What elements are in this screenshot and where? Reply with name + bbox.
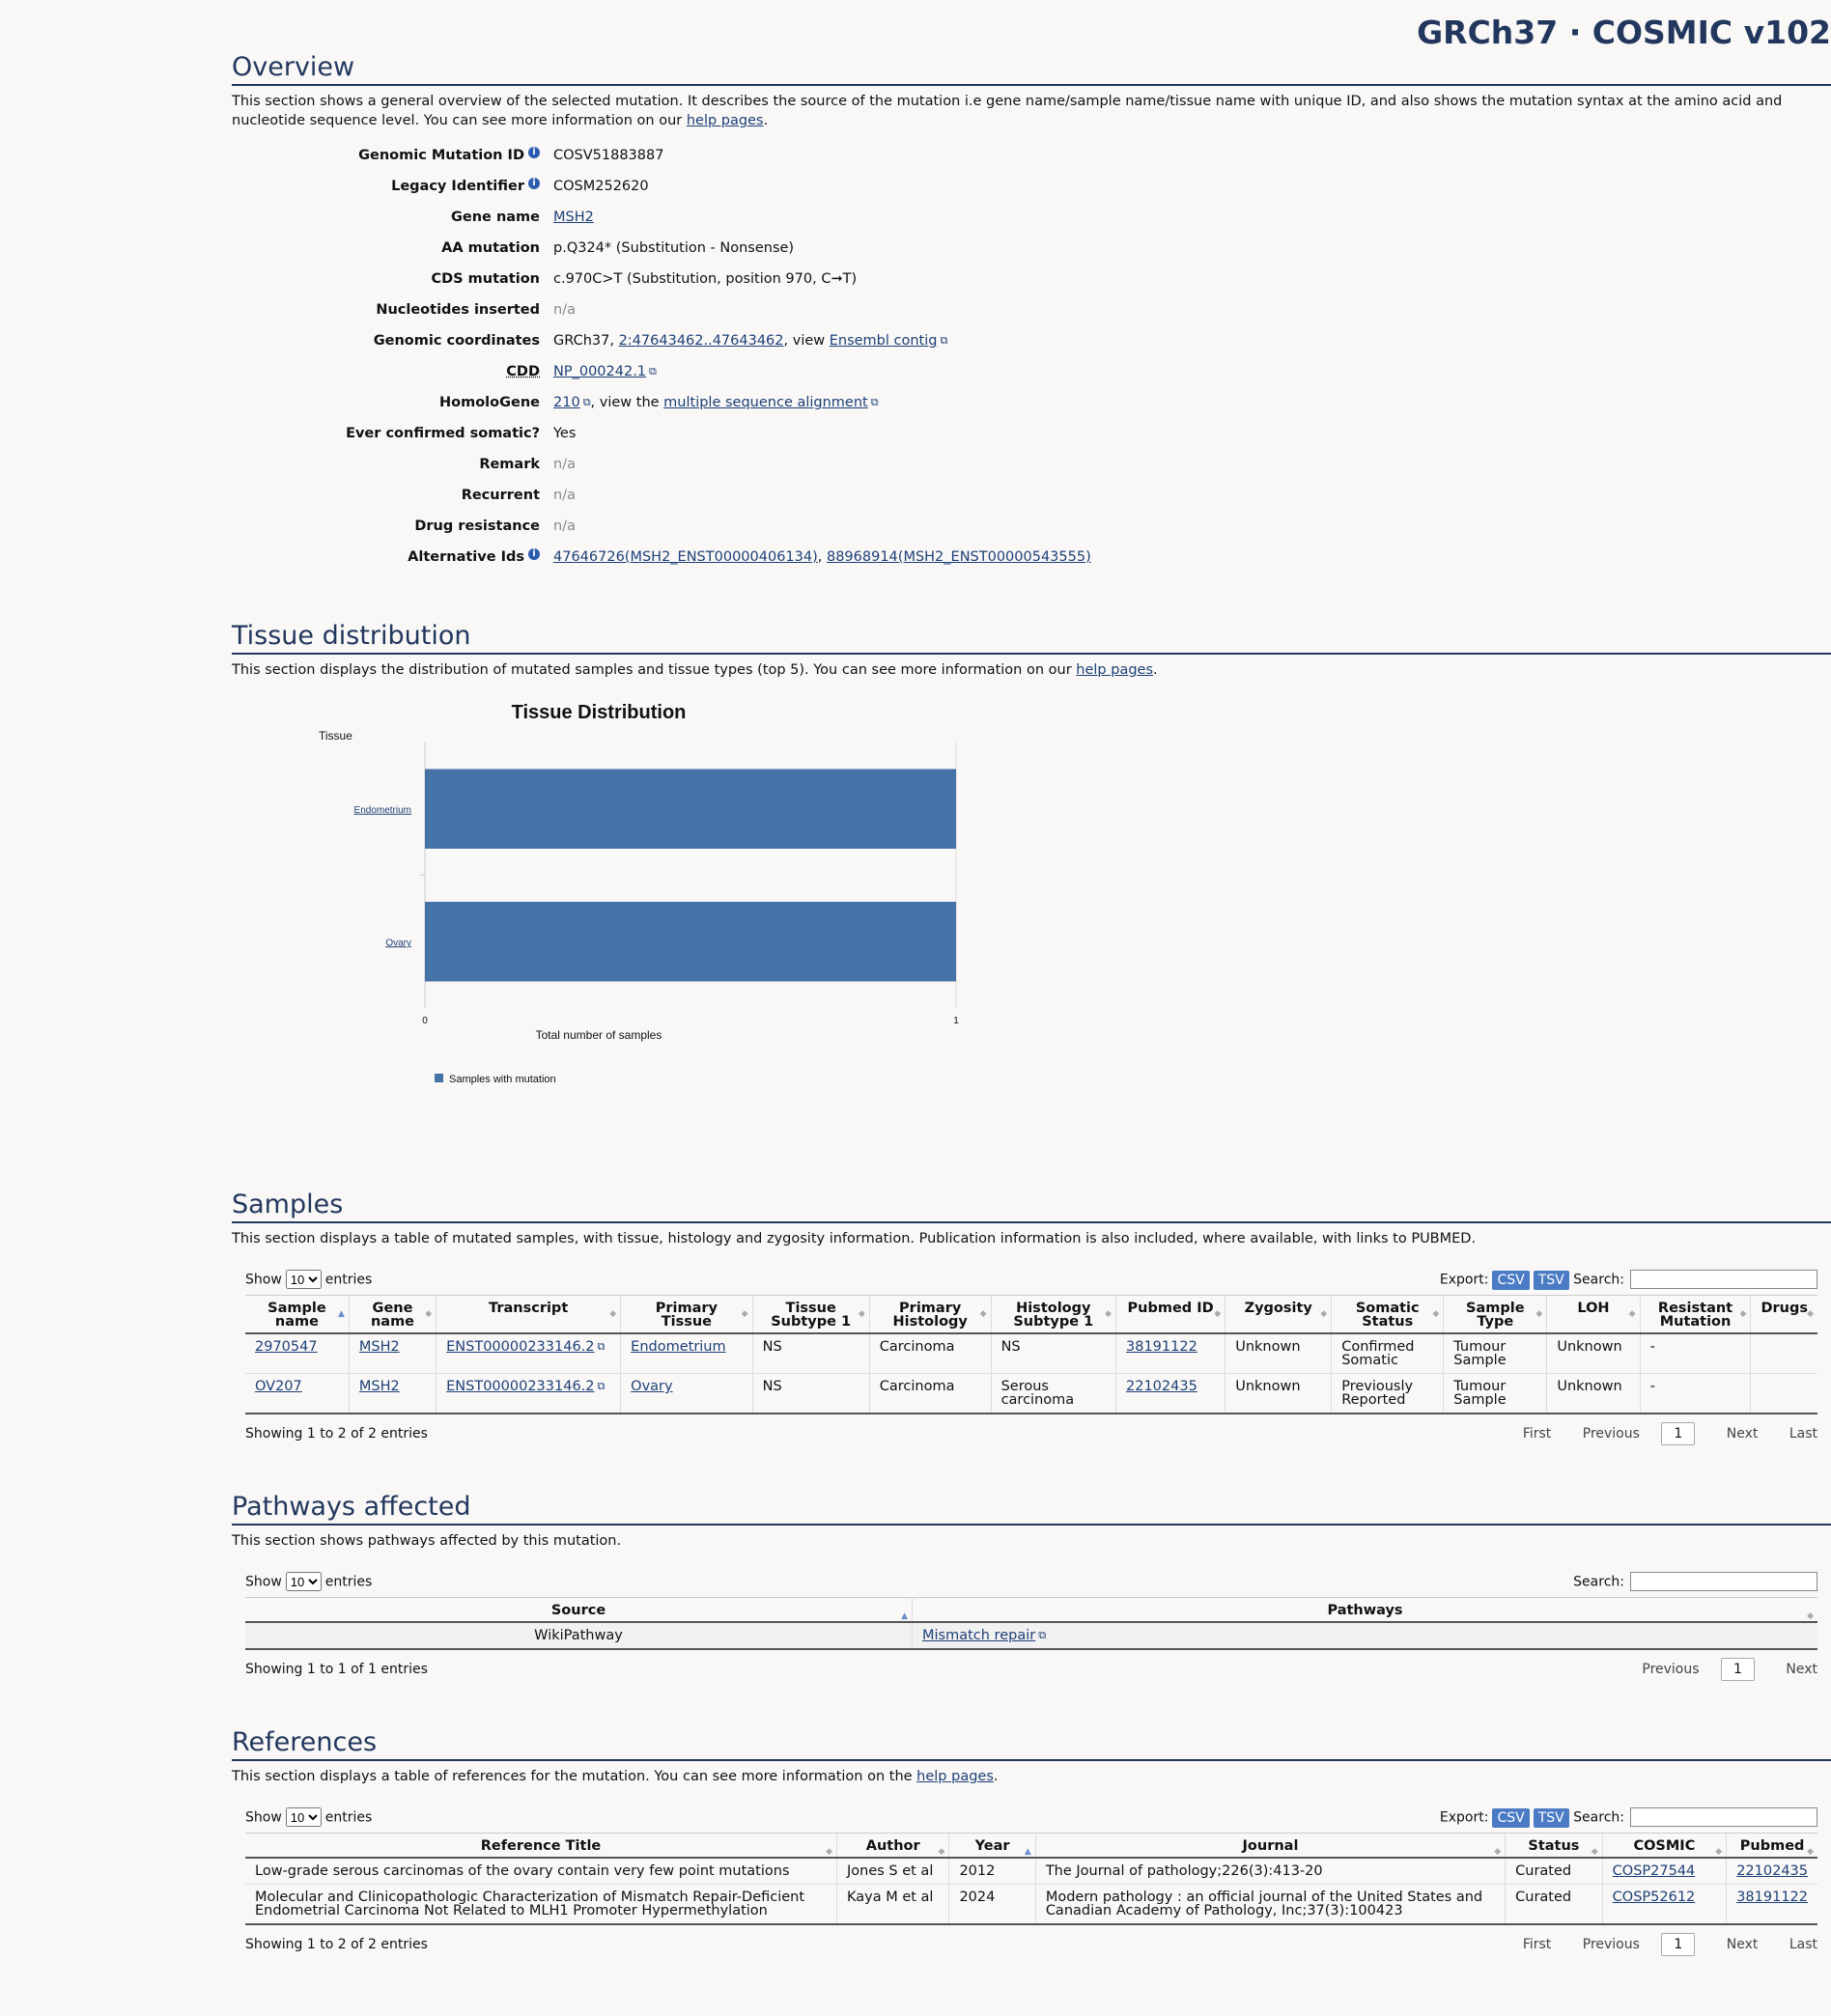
samples-section bbox=[232, 1188, 1831, 1445]
samples-col-header[interactable]: Pubmed ID ◆ bbox=[1116, 1296, 1225, 1334]
pager-first[interactable]: First bbox=[1522, 1426, 1552, 1442]
external-link-icon: ⧉ bbox=[870, 396, 879, 408]
samples-col-header[interactable]: Somatic Status ◆ bbox=[1332, 1296, 1444, 1334]
cell-text: Previously Reported bbox=[1341, 1379, 1414, 1408]
cell-text: NS bbox=[762, 1339, 782, 1355]
cell-text: NS bbox=[762, 1379, 782, 1394]
external-link-icon: ⧉ bbox=[582, 396, 591, 408]
cell-text: Curated bbox=[1515, 1890, 1572, 1905]
pager-last[interactable]: Last bbox=[1789, 1937, 1817, 1952]
references-col-header[interactable]: Year ▲ bbox=[949, 1834, 1035, 1859]
info-icon[interactable]: i bbox=[528, 178, 540, 189]
table-cell bbox=[437, 1333, 621, 1374]
samples-length-select[interactable] bbox=[286, 1270, 322, 1289]
cell-link[interactable]: ENST00000233146.2 bbox=[446, 1379, 595, 1394]
samples-col-header[interactable]: Transcript ◆ bbox=[437, 1296, 621, 1334]
references-help-link[interactable]: help pages bbox=[916, 1769, 994, 1784]
col-source[interactable]: Source ▲ bbox=[245, 1598, 913, 1623]
cell-link[interactable]: MSH2 bbox=[358, 1339, 400, 1355]
table-cell bbox=[437, 1374, 621, 1414]
samples-col-header[interactable]: Resistant Mutation ◆ bbox=[1640, 1296, 1751, 1334]
cell-text: - bbox=[1649, 1379, 1655, 1394]
cell-text: Unknown bbox=[1557, 1379, 1622, 1394]
pathway-link[interactable]: Mismatch repair bbox=[922, 1628, 1036, 1643]
pager-next[interactable]: Next bbox=[1786, 1662, 1817, 1677]
cell-link[interactable]: 22102435 bbox=[1736, 1863, 1808, 1879]
cell-text: Kaya M et al bbox=[846, 1890, 934, 1905]
msa-link[interactable]: multiple sequence alignment bbox=[663, 395, 868, 410]
table-cell bbox=[1640, 1374, 1751, 1414]
table-cell bbox=[621, 1333, 752, 1374]
alt-id-link-2[interactable]: 88968914(MSH2_ENST00000543555) bbox=[826, 549, 1091, 565]
tissue-bar-chart bbox=[232, 689, 1101, 1143]
table-cell bbox=[1751, 1374, 1817, 1414]
label-aa: AA mutation bbox=[441, 240, 540, 256]
label-altids: Alternative Ids i bbox=[232, 542, 553, 573]
table-cell bbox=[836, 1858, 948, 1885]
references-heading: References bbox=[232, 1725, 1831, 1761]
pathways-toolbar bbox=[245, 1572, 1817, 1591]
samples-col-header[interactable]: Primary Histology ◆ bbox=[869, 1296, 991, 1334]
samples-col-header[interactable]: Gene name ◆ bbox=[349, 1296, 436, 1334]
table-cell bbox=[1602, 1858, 1727, 1885]
cell-text: Unknown bbox=[1235, 1339, 1301, 1355]
cell-link[interactable]: ENST00000233146.2 bbox=[446, 1339, 595, 1355]
references-col-header[interactable]: COSMIC ◆ bbox=[1602, 1834, 1727, 1859]
cell-text: Low-grade serous carcinomas of the ovary contain very few point mutations bbox=[255, 1863, 790, 1879]
samples-col-header[interactable]: Drugs ◆ bbox=[1751, 1296, 1817, 1334]
samples-footer bbox=[245, 1422, 1817, 1445]
external-link-icon: ⧉ bbox=[597, 1340, 606, 1353]
references-footer bbox=[245, 1933, 1817, 1956]
tissue-description: This section displays the distribution of mutated samples and tissue types (top 5). You can see more information on our help pages. bbox=[232, 662, 1158, 678]
pager-previous[interactable]: Previous bbox=[1642, 1662, 1700, 1677]
references-search-input[interactable] bbox=[1630, 1807, 1817, 1827]
cell-link[interactable]: 38191122 bbox=[1126, 1339, 1197, 1355]
pathways-search: Search: bbox=[1573, 1572, 1817, 1591]
table-cell bbox=[1332, 1374, 1444, 1414]
cell-text: - bbox=[1649, 1339, 1655, 1355]
value-somatic: Yes bbox=[553, 426, 577, 441]
table-cell bbox=[1444, 1333, 1547, 1374]
tissue-chart bbox=[232, 689, 1101, 1143]
tissue-help-link[interactable]: help pages bbox=[1076, 662, 1154, 678]
value-gmid: COSV51883887 bbox=[553, 148, 664, 163]
chart-x-tick-label: 1 bbox=[953, 1016, 959, 1026]
value-cds: c.970C>T (Substitution, position 970, C➞T) bbox=[553, 271, 858, 287]
external-link-icon: ⧉ bbox=[940, 334, 948, 347]
chart-bar bbox=[425, 770, 956, 850]
samples-col-header[interactable]: Sample name ▲ bbox=[245, 1296, 349, 1334]
gene-link[interactable]: MSH2 bbox=[553, 210, 594, 225]
cell-link[interactable]: 22102435 bbox=[1126, 1379, 1197, 1394]
table-cell bbox=[1547, 1374, 1640, 1414]
external-link-icon: ⧉ bbox=[597, 1380, 606, 1392]
samples-col-header[interactable]: Tissue Subtype 1 ◆ bbox=[752, 1296, 869, 1334]
cell-text: Jones S et al bbox=[846, 1863, 934, 1879]
cell-text: Carcinoma bbox=[879, 1379, 955, 1394]
references-table bbox=[245, 1833, 1817, 1925]
pager-page[interactable]: 1 bbox=[1661, 1422, 1695, 1445]
label-cdd: CDD bbox=[506, 364, 540, 379]
label-gene: Gene name bbox=[451, 210, 540, 225]
table-cell bbox=[991, 1374, 1115, 1414]
overview-help-link[interactable]: help pages bbox=[686, 113, 764, 128]
table-cell bbox=[869, 1333, 991, 1374]
value-remark: n/a bbox=[553, 457, 576, 472]
cell-text: Modern pathology : an official journal of the United States and Canadian Academy of Pathology, Inc;37(3):100423 bbox=[1045, 1890, 1483, 1918]
samples-search-input[interactable] bbox=[1630, 1270, 1817, 1289]
cell-link[interactable]: MSH2 bbox=[358, 1379, 400, 1394]
main-content bbox=[232, 50, 1831, 2001]
chart-category-label: Ovary bbox=[385, 938, 411, 949]
pathways-length-select[interactable] bbox=[286, 1572, 322, 1591]
info-icon[interactable]: i bbox=[528, 548, 540, 560]
overview-description: This section shows a general overview of the selected mutation. It describes the source of the mutation i.e gene name/sample name/tissue name with unique ID, and also shows the mutation syntax at the amino acid and nucleotide sequence level. You can see more information on our help pages. bbox=[232, 94, 1783, 128]
table-cell bbox=[1751, 1333, 1817, 1374]
table-cell bbox=[245, 1885, 836, 1925]
table-row bbox=[245, 1374, 1817, 1414]
label-homologene: HomoloGene bbox=[439, 395, 540, 410]
references-toolbar bbox=[245, 1807, 1817, 1827]
pathways-footer bbox=[245, 1658, 1817, 1681]
table-cell bbox=[1727, 1885, 1817, 1925]
cell-link[interactable]: COSP52612 bbox=[1612, 1890, 1696, 1905]
label-cds: CDS mutation bbox=[431, 271, 540, 287]
info-icon[interactable]: i bbox=[528, 147, 540, 158]
references-col-header[interactable]: Journal ◆ bbox=[1035, 1834, 1505, 1859]
tissue-section bbox=[232, 619, 1831, 1143]
references-pager bbox=[1496, 1933, 1817, 1956]
cell-link[interactable]: Ovary bbox=[631, 1379, 673, 1394]
cell-link[interactable]: COSP27544 bbox=[1612, 1863, 1696, 1879]
pager-next[interactable]: Next bbox=[1726, 1426, 1759, 1442]
overview-desc-text: This section shows a general overview of the selected mutation. It describes the source of the mutation i.e gene name/sample name/tissue name with unique ID, and also shows the mutation syntax at the amino acid and nucleotide sequence level. You can see more information on our bbox=[232, 94, 1783, 128]
cell-link[interactable]: Endometrium bbox=[631, 1339, 726, 1355]
pathways-table bbox=[245, 1597, 1817, 1650]
tsv-button[interactable]: TSV bbox=[1534, 1808, 1569, 1828]
ensembl-contig-link[interactable]: Ensembl contig bbox=[829, 333, 938, 349]
value-aa: p.Q324* (Substitution - Nonsense) bbox=[553, 240, 795, 256]
cell-link[interactable]: OV207 bbox=[255, 1379, 302, 1394]
table-cell bbox=[1035, 1885, 1505, 1925]
chart-x-tick-label: 0 bbox=[422, 1016, 428, 1026]
samples-col-header[interactable]: Sample Type ◆ bbox=[1444, 1296, 1547, 1334]
table-cell bbox=[1506, 1885, 1603, 1925]
samples-length: Show 10 entries bbox=[245, 1270, 372, 1289]
references-col-header[interactable]: Author ◆ bbox=[836, 1834, 948, 1859]
samples-info: Showing 1 to 2 of 2 entries bbox=[245, 1426, 428, 1442]
pager-page[interactable]: 1 bbox=[1661, 1933, 1695, 1956]
value-legacy: COSM252620 bbox=[553, 179, 649, 194]
cell-text: Tumour Sample bbox=[1453, 1339, 1507, 1368]
references-col-header[interactable]: Reference Title ◆ bbox=[245, 1834, 836, 1859]
chart-legend-label: Samples with mutation bbox=[449, 1074, 556, 1085]
pathways-info: Showing 1 to 1 of 1 entries bbox=[245, 1662, 428, 1677]
tsv-button[interactable]: TSV bbox=[1534, 1271, 1569, 1290]
table-cell bbox=[1116, 1374, 1225, 1414]
cell-text: NS bbox=[1000, 1339, 1021, 1355]
table-row bbox=[245, 1622, 1817, 1649]
table-cell bbox=[245, 1374, 349, 1414]
pathways-section bbox=[232, 1490, 1831, 1681]
overview-section bbox=[232, 50, 1831, 573]
table-cell bbox=[1727, 1858, 1817, 1885]
chart-legend-swatch bbox=[435, 1074, 443, 1082]
table-row bbox=[245, 1858, 1817, 1885]
cell-link[interactable]: 38191122 bbox=[1736, 1890, 1808, 1905]
table-cell bbox=[1602, 1885, 1727, 1925]
samples-col-header[interactable]: LOH ◆ bbox=[1547, 1296, 1640, 1334]
table-cell bbox=[1116, 1333, 1225, 1374]
csv-button[interactable]: CSV bbox=[1492, 1808, 1529, 1828]
version-title: GRCh37 · COSMIC v102 bbox=[1417, 14, 1831, 51]
alt-id-link-1[interactable]: 47646726(MSH2_ENST00000406134) bbox=[553, 549, 818, 565]
label-drug: Drug resistance bbox=[414, 518, 540, 534]
tissue-heading: Tissue distribution bbox=[232, 619, 1831, 655]
pager-last[interactable]: Last bbox=[1789, 1426, 1817, 1442]
table-cell bbox=[1640, 1333, 1751, 1374]
samples-table bbox=[245, 1295, 1817, 1414]
references-col-header[interactable]: Status ◆ bbox=[1506, 1834, 1603, 1859]
samples-col-header[interactable]: Zygosity ◆ bbox=[1225, 1296, 1332, 1334]
cell-text: Curated bbox=[1515, 1863, 1572, 1879]
homologene-link[interactable]: 210 bbox=[553, 395, 580, 410]
value-recurrent: n/a bbox=[553, 488, 576, 503]
label-recurrent: Recurrent bbox=[461, 488, 540, 503]
samples-col-header[interactable]: Histology Subtype 1 ◆ bbox=[991, 1296, 1115, 1334]
table-cell bbox=[752, 1374, 869, 1414]
samples-col-header[interactable]: Primary Tissue ◆ bbox=[621, 1296, 752, 1334]
pager-previous[interactable]: Previous bbox=[1582, 1937, 1640, 1952]
label-coords: Genomic coordinates bbox=[373, 333, 540, 349]
cell-text: Molecular and Clinicopathologic Characterization of Mismatch Repair-Deficient Endometrial Carcinoma Not Related to MLH1 Promoter Hypermethylation bbox=[255, 1890, 805, 1918]
references-col-header[interactable]: Pubmed ◆ bbox=[1727, 1834, 1817, 1859]
pager-first[interactable]: First bbox=[1522, 1937, 1552, 1952]
cell-text: 2012 bbox=[959, 1863, 996, 1879]
cell-text: 2024 bbox=[959, 1890, 996, 1905]
pathways-description: This section shows pathways affected by this mutation. bbox=[232, 1533, 622, 1549]
table-cell bbox=[869, 1374, 991, 1414]
samples-pager bbox=[1496, 1422, 1817, 1445]
overview-heading: Overview bbox=[232, 50, 1831, 86]
pager-previous[interactable]: Previous bbox=[1582, 1426, 1640, 1442]
table-row bbox=[245, 1333, 1817, 1374]
pathway-source: WikiPathway bbox=[245, 1622, 913, 1649]
samples-toolbar bbox=[245, 1270, 1817, 1289]
table-cell bbox=[1225, 1333, 1332, 1374]
chart-title: Tissue Distribution bbox=[511, 702, 687, 723]
references-section bbox=[232, 1725, 1831, 1956]
table-cell bbox=[836, 1885, 948, 1925]
cell-text: Carcinoma bbox=[879, 1339, 955, 1355]
table-cell bbox=[1332, 1333, 1444, 1374]
col-pathways[interactable]: Pathways ◆ bbox=[913, 1598, 1818, 1623]
table-cell bbox=[1444, 1374, 1547, 1414]
overview-grid: Genomic Mutation ID i COSV51883887 Legacy Identifier i COSM252620 Gene name MSH2 AA mutation p.Q324* (Substitution - Nonsense) CDS mutation c.970C>T (Substitution, position 970, C➞T) Nucleotides inserted n/a Genomic coordinates GRCh37, 2:47643462..47643462, view Ensembl contig ⧉ CDD NP_000242.1 ⧉ HomoloGene 210 ⧉, view the multiple sequence alignment ⧉ Ever confirmed somatic? Yes Remark n/a Recurrent n/a Drug resistance n/a Alternative Ids i 47646726(MSH2_ENST00000406134), 88968914(MSH2_ENST00000543555) bbox=[232, 140, 1831, 573]
label-nucins: Nucleotides inserted bbox=[376, 302, 540, 318]
table-cell bbox=[1506, 1858, 1603, 1885]
pathways-heading: Pathways affected bbox=[232, 1490, 1831, 1526]
table-row bbox=[245, 1885, 1817, 1925]
cell-text: Serous carcinoma bbox=[1000, 1379, 1075, 1408]
external-link-icon: ⧉ bbox=[1038, 1629, 1047, 1641]
chart-xlabel: Total number of samples bbox=[535, 1028, 662, 1042]
table-cell bbox=[349, 1374, 436, 1414]
label-legacy: Legacy Identifier i bbox=[232, 171, 553, 202]
cell-text: Unknown bbox=[1235, 1379, 1301, 1394]
table-cell bbox=[621, 1374, 752, 1414]
table-cell bbox=[1547, 1333, 1640, 1374]
cell-text: The Journal of pathology;226(3):413-20 bbox=[1045, 1863, 1323, 1879]
pathway-cell bbox=[913, 1622, 1818, 1649]
samples-heading: Samples bbox=[232, 1188, 1831, 1223]
csv-button[interactable]: CSV bbox=[1492, 1271, 1529, 1290]
table-cell bbox=[1225, 1374, 1332, 1414]
value-drug: n/a bbox=[553, 518, 576, 534]
pager-next[interactable]: Next bbox=[1726, 1937, 1759, 1952]
label-remark: Remark bbox=[479, 457, 540, 472]
references-length: Show 10 entries bbox=[245, 1807, 372, 1827]
table-cell bbox=[245, 1858, 836, 1885]
pathways-length: Show 10 entries bbox=[245, 1572, 372, 1591]
cell-link[interactable]: 2970547 bbox=[255, 1339, 318, 1355]
pager-page[interactable]: 1 bbox=[1721, 1658, 1755, 1681]
cell-text: Tumour Sample bbox=[1453, 1379, 1507, 1408]
table-cell bbox=[991, 1333, 1115, 1374]
chart-category-label: Endometrium bbox=[353, 804, 411, 816]
cell-text: Confirmed Somatic bbox=[1341, 1339, 1415, 1368]
samples-export-search: Export: CSV TSV Search: bbox=[1440, 1270, 1817, 1289]
references-info: Showing 1 to 2 of 2 entries bbox=[245, 1937, 428, 1952]
chart-bar bbox=[425, 902, 956, 982]
samples-description: This section displays a table of mutated samples, with tissue, histology and zygosity information. Publication information is also included, where available, with links to PUBMED. bbox=[232, 1231, 1477, 1246]
label-somatic: Ever confirmed somatic? bbox=[346, 426, 540, 441]
table-cell bbox=[752, 1333, 869, 1374]
coords-link[interactable]: 2:47643462..47643462 bbox=[618, 333, 784, 349]
references-length-select[interactable] bbox=[286, 1807, 322, 1827]
references-description: This section displays a table of references for the mutation. You can see more information on the help pages. bbox=[232, 1769, 999, 1784]
chart-ylabel: Tissue bbox=[319, 729, 352, 742]
table-cell bbox=[949, 1858, 1035, 1885]
cdd-link[interactable]: NP_000242.1 bbox=[553, 364, 647, 379]
pathways-search-input[interactable] bbox=[1630, 1572, 1817, 1591]
pathways-pager bbox=[1615, 1658, 1817, 1681]
table-cell bbox=[349, 1333, 436, 1374]
table-cell bbox=[245, 1333, 349, 1374]
cell-text: Unknown bbox=[1557, 1339, 1622, 1355]
table-cell bbox=[949, 1885, 1035, 1925]
external-link-icon: ⧉ bbox=[649, 365, 657, 378]
value-coords: GRCh37, 2:47643462..47643462, view Ensembl contig ⧉ bbox=[553, 333, 948, 349]
references-export-search: Export: CSV TSV Search: bbox=[1440, 1807, 1817, 1827]
table-cell bbox=[1035, 1858, 1505, 1885]
label-gmid: Genomic Mutation ID i bbox=[232, 140, 553, 171]
value-nucins: n/a bbox=[553, 302, 576, 318]
